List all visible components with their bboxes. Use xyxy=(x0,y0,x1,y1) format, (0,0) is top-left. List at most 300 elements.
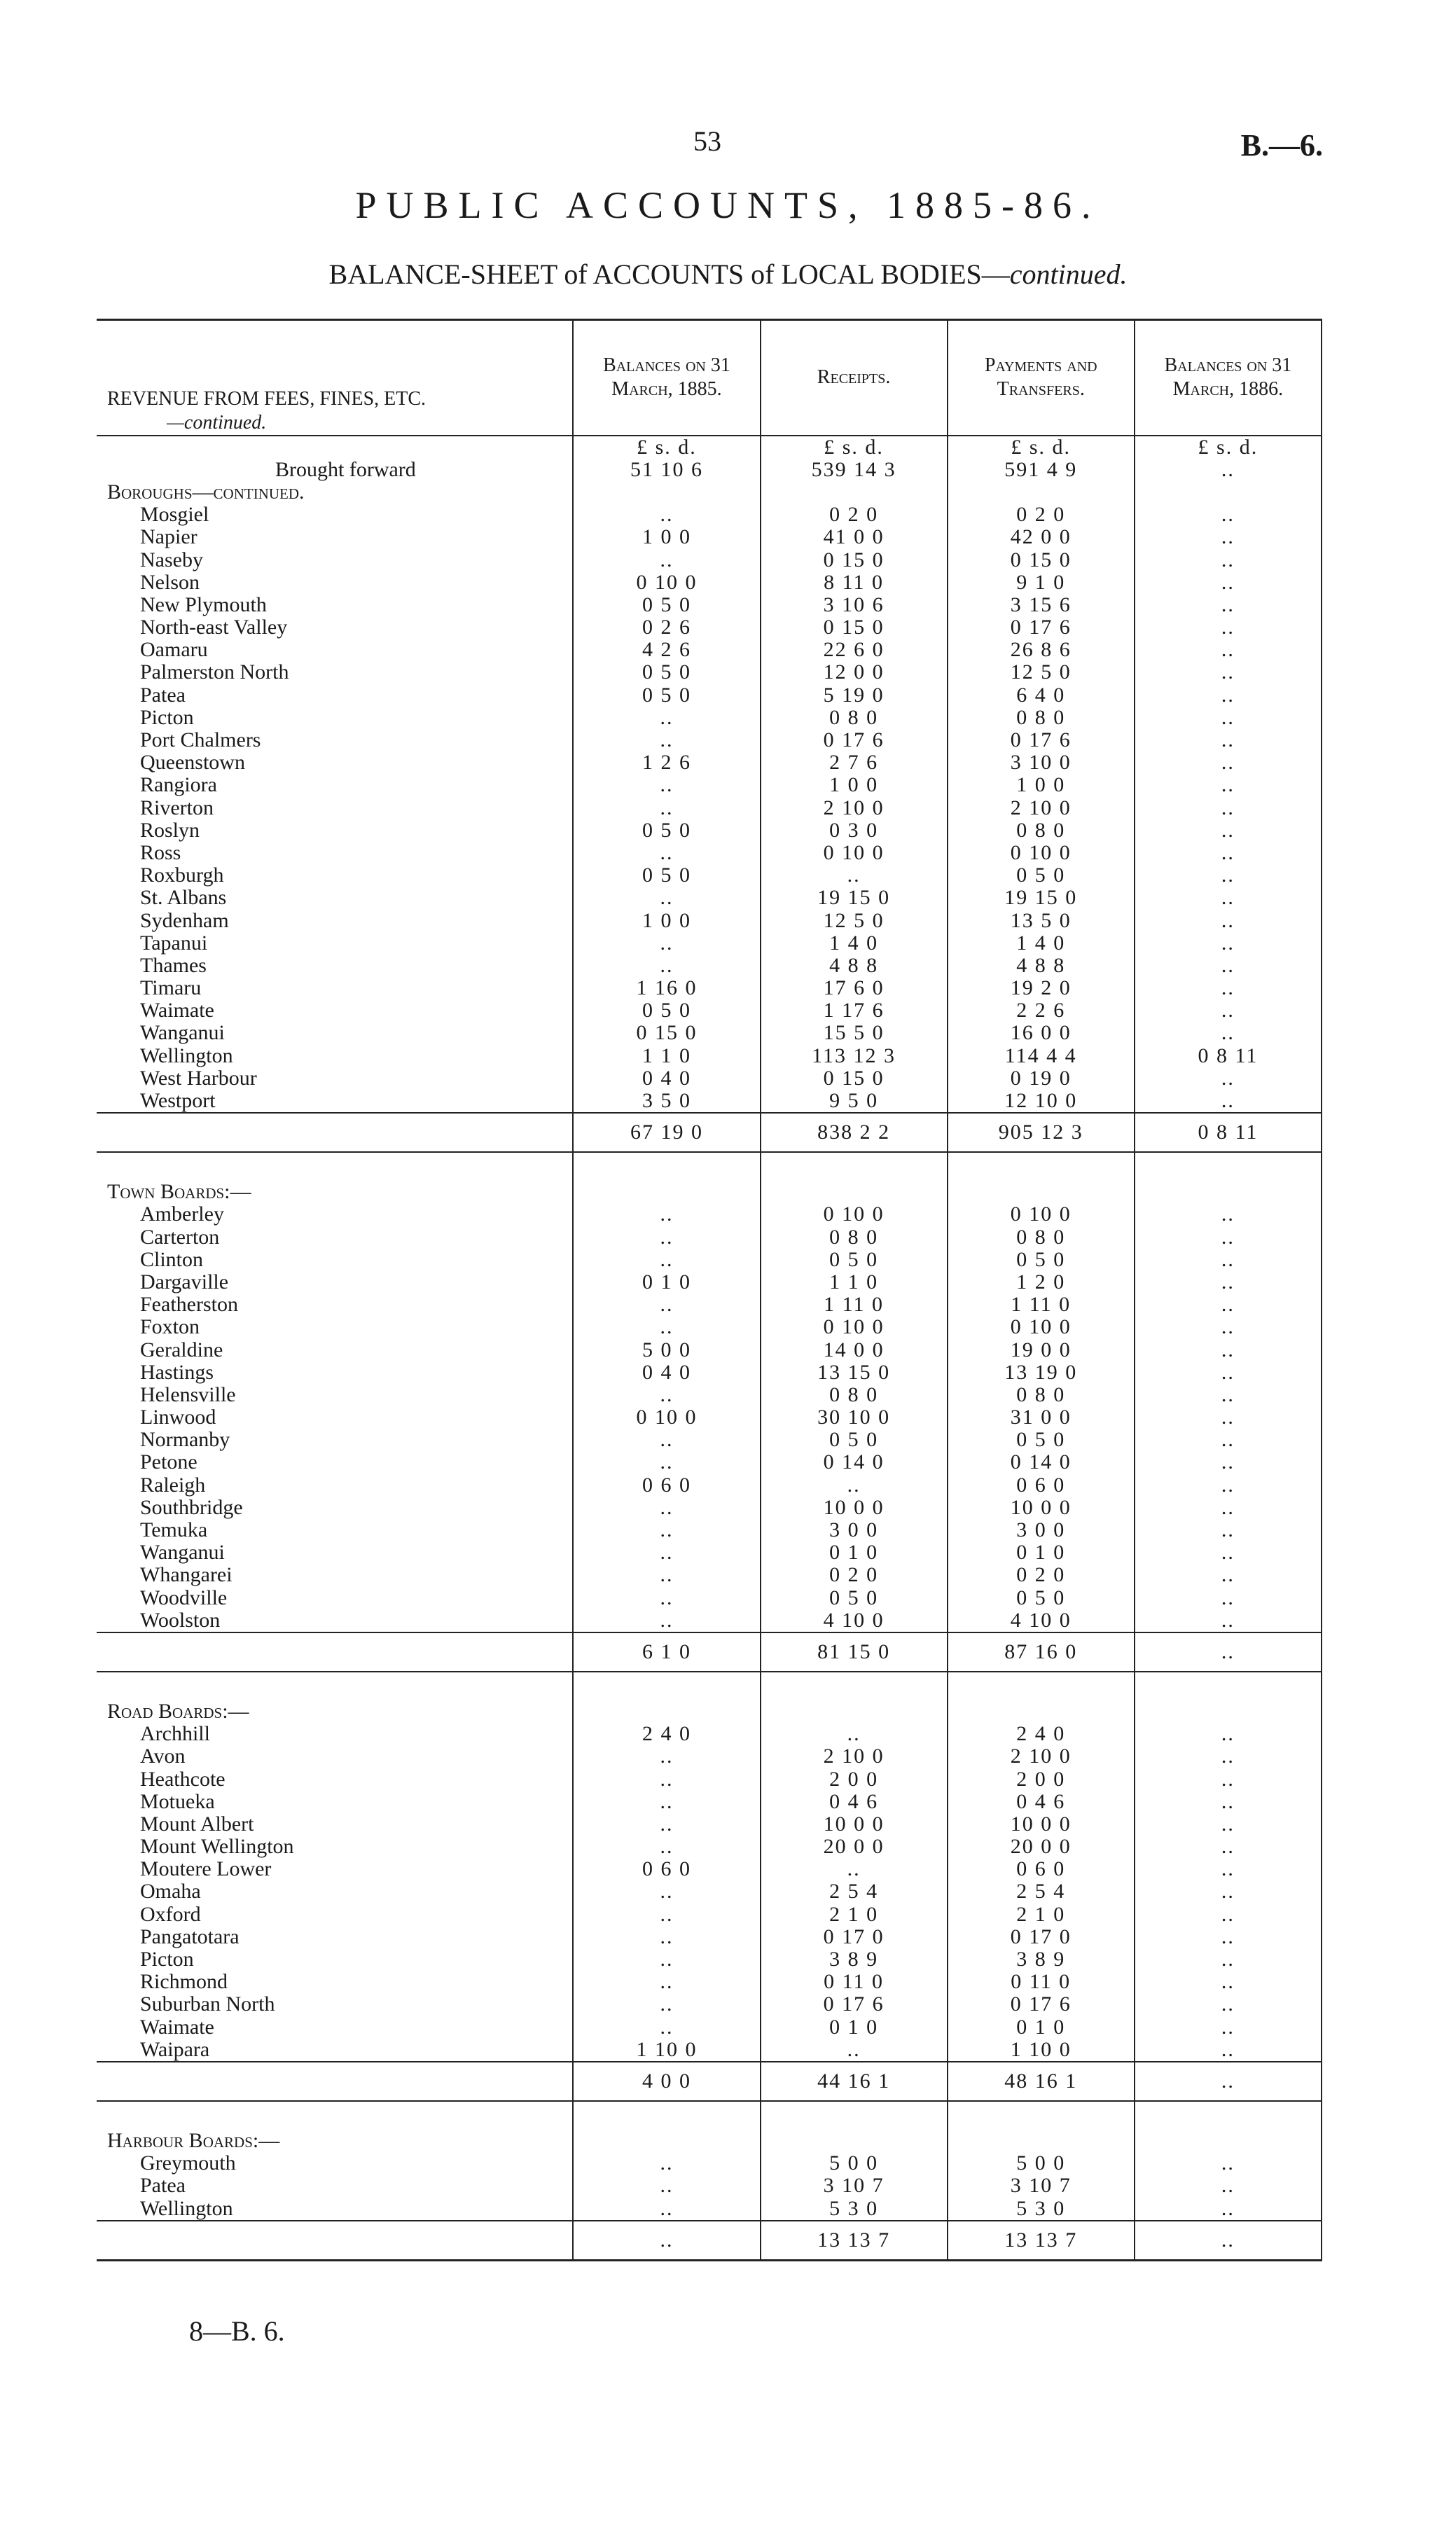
row-c2: 22 6 0 xyxy=(761,639,948,661)
row-name-cell xyxy=(97,1880,573,1903)
table-row xyxy=(97,1541,1322,1564)
section-spacer xyxy=(97,2101,1322,2130)
row-c3: 19 0 0 xyxy=(948,1338,1135,1361)
row-c1: 1 1 0 xyxy=(573,1045,760,1067)
row-c4: .. xyxy=(1135,1723,1322,1745)
row-c4: .. xyxy=(1135,1226,1322,1249)
row-name: North-east Valley xyxy=(140,616,288,639)
row-c1: 1 0 0 xyxy=(573,526,760,548)
table-row xyxy=(97,504,1322,526)
row-c1: .. xyxy=(573,1451,760,1473)
row-c3: 2 4 0 xyxy=(948,1723,1135,1745)
row-c4: .. xyxy=(1135,1836,1322,1858)
row-name: Helensville xyxy=(140,1382,236,1406)
row-name-cell xyxy=(97,1519,573,1541)
row-name: Dargaville xyxy=(140,1270,229,1294)
road_boards-total-row xyxy=(97,2062,1322,2101)
row-c3: 3 15 6 xyxy=(948,594,1135,616)
row-c3: 1 2 0 xyxy=(948,1271,1135,1294)
row-c3: 12 5 0 xyxy=(948,661,1135,684)
row-name-cell xyxy=(97,1971,573,1993)
spacer-cell xyxy=(573,1672,760,1700)
table-row xyxy=(97,1904,1322,1926)
units-c2: £ s. d. xyxy=(761,436,948,459)
table-row xyxy=(97,2152,1322,2175)
row-name-cell xyxy=(97,594,573,616)
row-name-cell xyxy=(97,2152,573,2175)
row-name: Patea xyxy=(140,683,186,707)
row-name: Woolston xyxy=(140,1608,221,1632)
heading-blank xyxy=(573,1181,760,1203)
row-c3: 0 6 0 xyxy=(948,1474,1135,1497)
row-name-cell xyxy=(97,819,573,842)
row-name: Heathcote xyxy=(140,1767,226,1791)
row-c4: .. xyxy=(1135,616,1322,639)
table-row xyxy=(97,2039,1322,2062)
row-name: Port Chalmers xyxy=(140,728,261,752)
row-name-cell xyxy=(97,864,573,887)
table-row xyxy=(97,1384,1322,1406)
row-c2: 0 17 0 xyxy=(761,1926,948,1948)
row-name: Queenstown xyxy=(140,751,245,775)
row-name: Tapanui xyxy=(140,931,208,955)
row-name: West Harbour xyxy=(140,1066,257,1090)
brought-forward-c2: 539 14 3 xyxy=(761,459,948,481)
spacer-cell xyxy=(573,2101,760,2130)
row-name-cell xyxy=(97,1497,573,1519)
table-row xyxy=(97,594,1322,616)
row-c4: .. xyxy=(1135,1316,1322,1338)
row-c2: 0 17 6 xyxy=(761,729,948,751)
section-spacer xyxy=(97,1152,1322,1181)
table-row xyxy=(97,616,1322,639)
row-name-cell xyxy=(97,1090,573,1113)
units-c3: £ s. d. xyxy=(948,436,1135,459)
row-c2: 5 3 0 xyxy=(761,2197,948,2220)
row-c3: 3 10 7 xyxy=(948,2175,1135,2197)
row-c4: 0 8 11 xyxy=(1135,1045,1322,1067)
row-c2: 0 8 0 xyxy=(761,707,948,729)
row-c4: .. xyxy=(1135,1541,1322,1564)
heading-blank xyxy=(761,1700,948,1723)
row-name: Temuka xyxy=(140,1518,208,1542)
row-c3: 0 17 6 xyxy=(948,729,1135,751)
town_boards-heading: Town Boards:— xyxy=(97,1181,573,1203)
row-c4: .. xyxy=(1135,774,1322,796)
row-c3: 0 8 0 xyxy=(948,1384,1135,1406)
table-row xyxy=(97,1813,1322,1836)
harbour_boards-total-c1: .. xyxy=(573,2221,760,2261)
row-c2: 0 5 0 xyxy=(761,1429,948,1451)
road_boards-total-c2: 44 16 1 xyxy=(761,2062,948,2101)
row-name: Suburban North xyxy=(140,1992,275,2016)
row-c3: 3 8 9 xyxy=(948,1948,1135,1971)
row-c1: 1 0 0 xyxy=(573,909,760,931)
row-name: Moutere Lower xyxy=(140,1857,272,1881)
table-row xyxy=(97,842,1322,864)
row-c4: .. xyxy=(1135,1406,1322,1429)
table-row xyxy=(97,729,1322,751)
table-row xyxy=(97,751,1322,774)
harbour_boards-total-label xyxy=(97,2221,573,2261)
row-name-cell xyxy=(97,1768,573,1790)
row-name: Patea xyxy=(140,2174,186,2198)
row-name: Foxton xyxy=(140,1315,200,1339)
row-c3: 0 5 0 xyxy=(948,1587,1135,1609)
row-c2: 17 6 0 xyxy=(761,977,948,999)
row-c4: .. xyxy=(1135,594,1322,616)
brought-forward-c3: 591 4 9 xyxy=(948,459,1135,481)
table-row xyxy=(97,1045,1322,1067)
row-c3: 9 1 0 xyxy=(948,571,1135,594)
row-c2: 0 8 0 xyxy=(761,1384,948,1406)
row-c1: .. xyxy=(573,729,760,751)
row-name: Oamaru xyxy=(140,638,208,662)
row-name: Greymouth xyxy=(140,2151,236,2175)
table-row xyxy=(97,819,1322,842)
row-c4: .. xyxy=(1135,1474,1322,1497)
row-c2: 1 11 0 xyxy=(761,1294,948,1316)
row-name: Mosgiel xyxy=(140,503,209,527)
table-row xyxy=(97,1745,1322,1768)
row-c2: .. xyxy=(761,2039,948,2062)
table-row xyxy=(97,1836,1322,1858)
row-name-cell xyxy=(97,1858,573,1880)
row-c4: .. xyxy=(1135,1090,1322,1113)
row-c2: 0 14 0 xyxy=(761,1451,948,1473)
header-receipts: Receipts. xyxy=(761,320,948,436)
row-c3: 1 4 0 xyxy=(948,932,1135,955)
row-c3: 0 1 0 xyxy=(948,1541,1135,1564)
row-c3: 0 10 0 xyxy=(948,1203,1135,1226)
row-name-cell xyxy=(97,548,573,571)
row-c4: .. xyxy=(1135,797,1322,819)
row-c2: 1 1 0 xyxy=(761,1271,948,1294)
road_boards-heading-row xyxy=(97,1700,1322,1723)
row-c4: .. xyxy=(1135,932,1322,955)
row-c2: 1 4 0 xyxy=(761,932,948,955)
table-body xyxy=(97,436,1322,2261)
row-c1: .. xyxy=(573,1609,760,1632)
brought-forward-c4: .. xyxy=(1135,459,1322,481)
row-name-cell xyxy=(97,1406,573,1429)
row-name: Roxburgh xyxy=(140,864,224,887)
row-c2: 19 15 0 xyxy=(761,887,948,909)
row-name-cell xyxy=(97,774,573,796)
row-c4: .. xyxy=(1135,684,1322,707)
row-c2: 2 1 0 xyxy=(761,1904,948,1926)
row-c4: .. xyxy=(1135,1067,1322,1090)
table-row xyxy=(97,1791,1322,1813)
row-c2: 0 1 0 xyxy=(761,2016,948,2039)
row-name-cell xyxy=(97,1723,573,1745)
row-c2: 0 10 0 xyxy=(761,1316,948,1338)
table-row xyxy=(97,1316,1322,1338)
row-name-cell xyxy=(97,684,573,707)
row-c3: 0 5 0 xyxy=(948,864,1135,887)
row-c4: .. xyxy=(1135,548,1322,571)
units-c4: £ s. d. xyxy=(1135,436,1322,459)
row-c1: 0 10 0 xyxy=(573,1406,760,1429)
row-c4: .. xyxy=(1135,1564,1322,1586)
row-c2: 2 7 6 xyxy=(761,751,948,774)
town_boards-total-c4: .. xyxy=(1135,1632,1322,1672)
row-name-cell xyxy=(97,1564,573,1586)
row-c2: .. xyxy=(761,1723,948,1745)
page-title: PUBLIC ACCOUNTS, 1885-86. xyxy=(355,184,1101,226)
row-c1: 0 15 0 xyxy=(573,1022,760,1044)
row-name-cell xyxy=(97,707,573,729)
boroughs-total-label xyxy=(97,1113,573,1152)
row-c4: .. xyxy=(1135,1791,1322,1813)
row-c1: 4 2 6 xyxy=(573,639,760,661)
table-row xyxy=(97,684,1322,707)
row-name-cell xyxy=(97,1948,573,1971)
row-c3: 0 6 0 xyxy=(948,1858,1135,1880)
row-c3: 1 0 0 xyxy=(948,774,1135,796)
spacer-cell xyxy=(573,1152,760,1181)
row-name: Roslyn xyxy=(140,818,200,842)
row-c3: 0 15 0 xyxy=(948,548,1135,571)
table-row xyxy=(97,548,1322,571)
row-c1: 0 6 0 xyxy=(573,1474,760,1497)
heading-blank xyxy=(573,481,760,504)
row-c2: 3 0 0 xyxy=(761,1519,948,1541)
row-c1: 1 2 6 xyxy=(573,751,760,774)
row-c2: 10 0 0 xyxy=(761,1497,948,1519)
row-c4: .. xyxy=(1135,1451,1322,1473)
row-c1: .. xyxy=(573,504,760,526)
row-c3: 4 8 8 xyxy=(948,955,1135,977)
table-row xyxy=(97,2197,1322,2220)
row-name: Napier xyxy=(140,525,197,549)
table-row xyxy=(97,1226,1322,1249)
table-row xyxy=(97,2016,1322,2039)
subtitle-main: BALANCE-SHEET of ACCOUNTS of LOCAL BODIES— xyxy=(328,258,1010,290)
heading-blank xyxy=(1135,481,1322,504)
header-balances-1886: Balances on 31 March, 1886. xyxy=(1135,320,1322,436)
row-c2: 3 10 6 xyxy=(761,594,948,616)
road_boards-total-c4: .. xyxy=(1135,2062,1322,2101)
row-c1: .. xyxy=(573,1791,760,1813)
row-name: Ross xyxy=(140,840,181,864)
row-c1: .. xyxy=(573,1587,760,1609)
row-c3: 13 19 0 xyxy=(948,1361,1135,1384)
table-row xyxy=(97,909,1322,931)
header-revenue-label: REVENUE FROM FEES, FINES, ETC. xyxy=(107,387,427,410)
row-c4: .. xyxy=(1135,1948,1322,1971)
row-name-cell xyxy=(97,2175,573,2197)
row-name: Riverton xyxy=(140,796,214,819)
heading-blank xyxy=(1135,1700,1322,1723)
row-c1: 0 5 0 xyxy=(573,684,760,707)
row-c4: .. xyxy=(1135,504,1322,526)
row-c4: .. xyxy=(1135,1361,1322,1384)
table-row xyxy=(97,1993,1322,2016)
row-c4: .. xyxy=(1135,639,1322,661)
row-c3: 42 0 0 xyxy=(948,526,1135,548)
table-row xyxy=(97,864,1322,887)
row-c4: .. xyxy=(1135,707,1322,729)
row-c1: .. xyxy=(573,1384,760,1406)
row-c3: 0 8 0 xyxy=(948,1226,1135,1249)
harbour_boards-heading-row xyxy=(97,2130,1322,2152)
subtitle xyxy=(0,258,1456,291)
row-name-cell xyxy=(97,1203,573,1226)
row-c2: 0 10 0 xyxy=(761,1203,948,1226)
row-c4: .. xyxy=(1135,1587,1322,1609)
table-row xyxy=(97,797,1322,819)
row-c4: .. xyxy=(1135,2152,1322,2175)
row-name: Avon xyxy=(140,1745,186,1768)
row-name: Pangatotara xyxy=(140,1925,240,1948)
row-c2: 8 11 0 xyxy=(761,571,948,594)
row-name: Wanganui xyxy=(140,1541,225,1565)
units-c1: £ s. d. xyxy=(573,436,760,459)
row-name-cell xyxy=(97,616,573,639)
row-c4: .. xyxy=(1135,2197,1322,2220)
row-c3: 0 8 0 xyxy=(948,819,1135,842)
table-row xyxy=(97,1474,1322,1497)
row-name-cell xyxy=(97,1587,573,1609)
row-c1: .. xyxy=(573,955,760,977)
row-c1: 0 5 0 xyxy=(573,594,760,616)
row-c4: .. xyxy=(1135,1813,1322,1836)
row-c4: .. xyxy=(1135,1384,1322,1406)
row-c1: 0 5 0 xyxy=(573,819,760,842)
town_boards-total-c2: 81 15 0 xyxy=(761,1632,948,1672)
boroughs-heading: Boroughs—continued. xyxy=(97,481,573,504)
row-c3: 0 5 0 xyxy=(948,1249,1135,1271)
row-c2: 14 0 0 xyxy=(761,1338,948,1361)
spacer-cell xyxy=(761,1152,948,1181)
spacer-cell xyxy=(761,1672,948,1700)
table-row xyxy=(97,661,1322,684)
row-name-cell xyxy=(97,1836,573,1858)
row-c2: 0 2 0 xyxy=(761,504,948,526)
row-c3: 19 2 0 xyxy=(948,977,1135,999)
heading-blank xyxy=(948,1700,1135,1723)
row-c3: 0 10 0 xyxy=(948,1316,1135,1338)
units-spacer xyxy=(97,436,573,459)
row-name: Picton xyxy=(140,705,194,729)
row-name-cell xyxy=(97,639,573,661)
row-c2: 2 10 0 xyxy=(761,797,948,819)
row-c1: .. xyxy=(573,797,760,819)
row-name-cell xyxy=(97,797,573,819)
spacer-cell xyxy=(97,1672,573,1700)
row-c3: 12 10 0 xyxy=(948,1090,1135,1113)
row-c1: .. xyxy=(573,1541,760,1564)
row-c4: .. xyxy=(1135,1203,1322,1226)
row-c4: .. xyxy=(1135,2039,1322,2062)
table-row xyxy=(97,1271,1322,1294)
harbour_boards-total-c3: 13 13 7 xyxy=(948,2221,1135,2261)
table-row xyxy=(97,1090,1322,1113)
row-c1: 0 5 0 xyxy=(573,661,760,684)
table-row xyxy=(97,1587,1322,1609)
table-row xyxy=(97,1723,1322,1745)
boroughs-total-c3: 905 12 3 xyxy=(948,1113,1135,1152)
row-name: St. Albans xyxy=(140,886,227,910)
row-c2: .. xyxy=(761,864,948,887)
row-c4: .. xyxy=(1135,1904,1322,1926)
table-row xyxy=(97,1203,1322,1226)
harbour_boards-heading: Harbour Boards:— xyxy=(97,2130,573,2152)
row-c3: 2 1 0 xyxy=(948,1904,1135,1926)
boroughs-total-c2: 838 2 2 xyxy=(761,1113,948,1152)
row-name: Thames xyxy=(140,953,207,977)
row-c2: 4 10 0 xyxy=(761,1609,948,1632)
brought-forward-c1: 51 10 6 xyxy=(573,459,760,481)
row-name-cell xyxy=(97,1926,573,1948)
row-name: Southbridge xyxy=(140,1495,243,1519)
row-c4: .. xyxy=(1135,887,1322,909)
row-name: Amberley xyxy=(140,1202,224,1226)
row-name-cell xyxy=(97,1474,573,1497)
table-row xyxy=(97,1519,1322,1541)
row-name: Archhill xyxy=(140,1722,210,1746)
table-row xyxy=(97,639,1322,661)
header-payments: Payments and Transfers. xyxy=(948,320,1135,436)
heading-blank xyxy=(761,2130,948,2152)
row-name-cell xyxy=(97,1791,573,1813)
row-c1: 0 1 0 xyxy=(573,1271,760,1294)
heading-blank xyxy=(1135,2130,1322,2152)
row-c2: 12 5 0 xyxy=(761,909,948,931)
spacer-cell xyxy=(948,1672,1135,1700)
table-row xyxy=(97,2175,1322,2197)
row-c1: .. xyxy=(573,1564,760,1586)
row-c4: .. xyxy=(1135,842,1322,864)
table-row xyxy=(97,955,1322,977)
row-c4: .. xyxy=(1135,1022,1322,1044)
row-name: Nelson xyxy=(140,570,200,594)
table-row xyxy=(97,1361,1322,1384)
harbour_boards-total-c2: 13 13 7 xyxy=(761,2221,948,2261)
row-c2: 0 8 0 xyxy=(761,1226,948,1249)
row-c1: .. xyxy=(573,548,760,571)
table-row xyxy=(97,1926,1322,1948)
row-c3: 0 2 0 xyxy=(948,504,1135,526)
table-row xyxy=(97,1022,1322,1044)
row-c1: .. xyxy=(573,1745,760,1768)
row-c3: 0 10 0 xyxy=(948,842,1135,864)
row-c2: 13 15 0 xyxy=(761,1361,948,1384)
row-c4: .. xyxy=(1135,1519,1322,1541)
row-name-cell xyxy=(97,1429,573,1451)
row-c2: 0 10 0 xyxy=(761,842,948,864)
row-c2: 0 17 6 xyxy=(761,1993,948,2016)
row-c2: 5 19 0 xyxy=(761,684,948,707)
table-row xyxy=(97,1880,1322,1903)
row-name: Whangarei xyxy=(140,1563,233,1587)
row-c3: 3 0 0 xyxy=(948,1519,1135,1541)
heading-blank xyxy=(761,481,948,504)
row-c1: .. xyxy=(573,2152,760,2175)
row-c2: 12 0 0 xyxy=(761,661,948,684)
row-c3: 0 19 0 xyxy=(948,1067,1135,1090)
heading-blank xyxy=(948,481,1135,504)
row-name-cell xyxy=(97,1249,573,1271)
row-c2: .. xyxy=(761,1474,948,1497)
balance-sheet-table xyxy=(97,319,1322,2261)
table-row xyxy=(97,887,1322,909)
row-c2: 0 2 0 xyxy=(761,1564,948,1586)
row-name: Picton xyxy=(140,1948,194,1971)
town_boards-heading-row xyxy=(97,1181,1322,1203)
row-c1: 0 6 0 xyxy=(573,1858,760,1880)
